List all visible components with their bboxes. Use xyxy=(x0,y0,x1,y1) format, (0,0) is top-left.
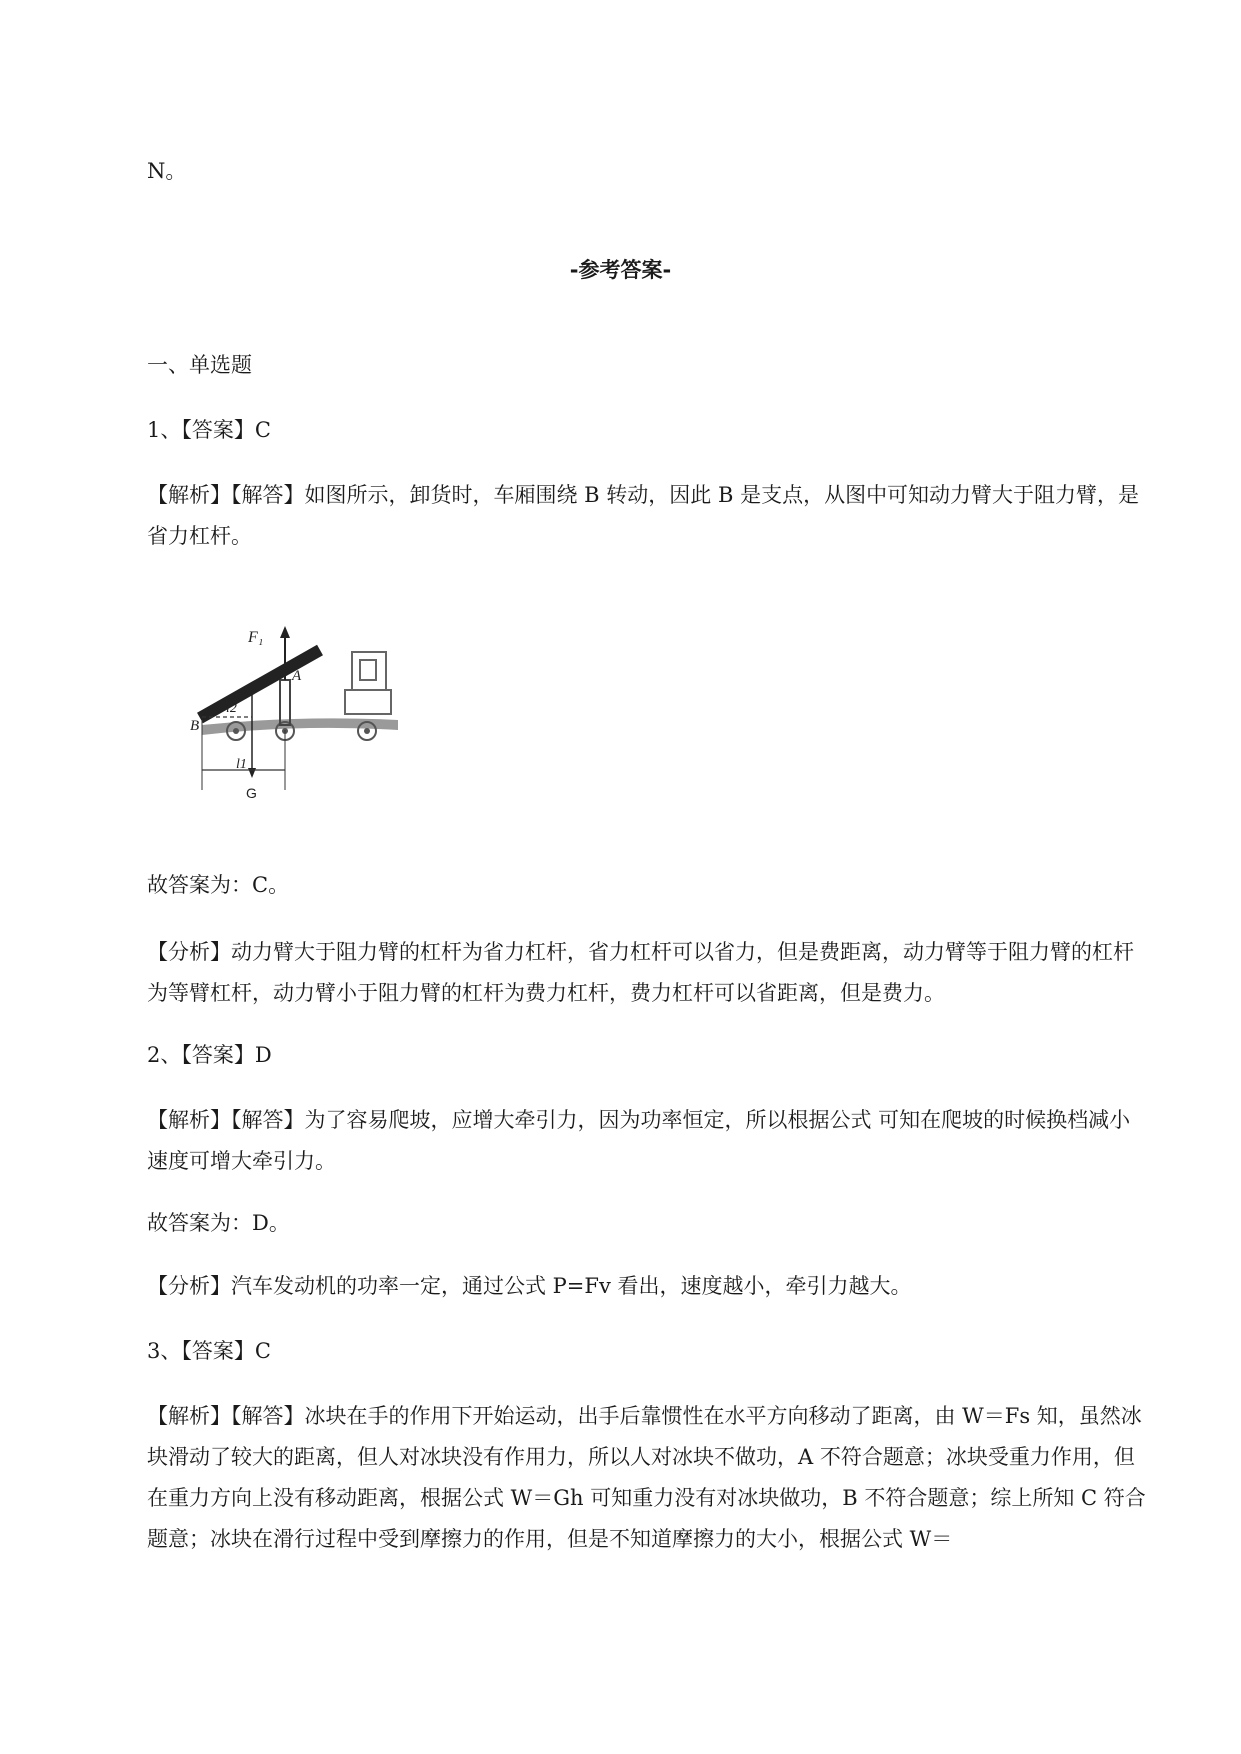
dump-bed xyxy=(200,650,320,718)
answer-key-title: -参考答案- xyxy=(569,258,672,282)
label-b: B xyxy=(190,718,200,734)
truck-cab xyxy=(352,652,386,690)
previous-question-fragment: N。 xyxy=(147,159,187,183)
q2-comment: 【分析】汽车发动机的功率一定，通过公式 P=Fv 看出，速度越小，牵引力越大。 xyxy=(147,1274,912,1298)
q1-analysis: 【解析】【解答】如图所示，卸货时，车厢围绕 B 转动，因此 B 是支点，从图中可知动力臂大于阻力臂，是省力杠杆。 xyxy=(147,483,1140,548)
q1-comment: 【分析】动力臂大于阻力臂的杠杆为省力杠杆，省力杠杆可以省力，但是费距离，动力臂等于阻力臂的杠杆为等臂杠杆，动力臂小于阻力臂的杠杆为费力杠杆，费力杠杆可以省距离，但是费力。 xyxy=(147,940,1134,1005)
label-a: A xyxy=(292,668,302,684)
q1-answer: 1、【答案】C xyxy=(147,418,271,442)
q2-analysis: 【解析】【解答】为了容易爬坡，应增大牵引力，因为功率恒定，所以根据公式 可知在爬坡的时候换档减小速度可增大牵引力。 xyxy=(147,1108,1131,1173)
q3-analysis: 【解析】【解答】冰块在手的作用下开始运动，出手后靠惯性在水平方向移动了距离，由 W＝Fs 知，虽然冰块滑动了较大的距离，但人对冰块没有作用力，所以人对冰块不做功，A 不符合题意；冰块受重力作用，但在重力方向上没有移动距离，根据公式 W＝Gh 可知重力没有对冰块做功，B 不符合题意；综上所知 C 符合题意；冰块在滑行过程中受到摩擦力的作用，但是不知道摩擦力的大小，根据公式 W＝ xyxy=(147,1404,1146,1551)
q3-answer: 3、【答案】C xyxy=(147,1339,271,1363)
section-heading: 一、单选题 xyxy=(147,353,252,377)
label-f1: F₁ xyxy=(248,629,264,646)
lever-truck-diagram xyxy=(190,620,420,815)
label-l1: l1 xyxy=(236,757,247,772)
label-g: G xyxy=(246,785,257,801)
hydraulic-cylinder xyxy=(280,680,290,725)
lever-truck-figure xyxy=(190,620,420,815)
q1-result: 故答案为：C。 xyxy=(147,873,290,897)
q2-answer: 2、【答案】D xyxy=(147,1043,272,1067)
q2-result: 故答案为：D。 xyxy=(147,1211,290,1235)
label-l2: l2 xyxy=(226,701,237,716)
